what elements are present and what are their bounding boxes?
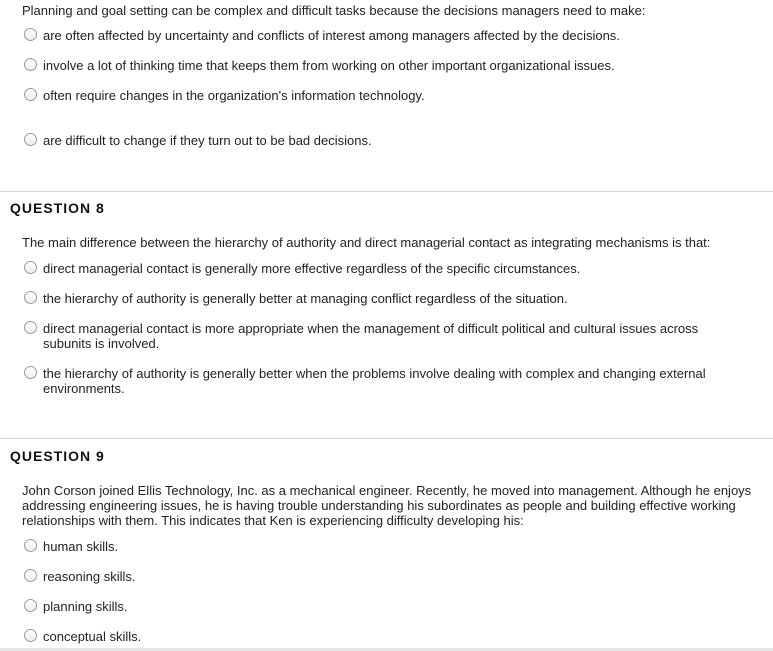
question-7-option-d[interactable] bbox=[24, 133, 744, 148]
option-label: conceptual skills. bbox=[43, 629, 142, 644]
radio-button[interactable] bbox=[24, 366, 37, 379]
option-label: direct managerial contact is generally more effective regardless of the specific circumstances. bbox=[43, 261, 581, 276]
question-8-option-a[interactable] bbox=[24, 261, 744, 276]
question-8-header: QUESTION 8 bbox=[10, 200, 105, 216]
radio-button[interactable] bbox=[24, 629, 37, 642]
option-label: the hierarchy of authority is generally better when the problems involve dealing with complex and changing external environments. bbox=[43, 366, 706, 396]
question-7-option-c[interactable] bbox=[24, 88, 744, 103]
question-8-option-d[interactable] bbox=[24, 366, 744, 396]
question-9-option-b[interactable] bbox=[24, 569, 744, 584]
question-9-header: QUESTION 9 bbox=[10, 448, 105, 464]
radio-button[interactable] bbox=[24, 291, 37, 304]
question-8-option-b[interactable] bbox=[24, 291, 744, 306]
question-9-prompt: John Corson joined Ellis Technology, Inc. as a mechanical engineer. Recently, he moved into management. Although he enjoys addressing engineering issues, he is having trouble understanding his subordinates as people and building effective working relationships with them. This indicates that Ken is experiencing difficulty developing his: bbox=[22, 483, 752, 528]
radio-button[interactable] bbox=[24, 261, 37, 274]
option-label: human skills. bbox=[43, 539, 119, 554]
radio-button[interactable] bbox=[24, 321, 37, 334]
question-7-option-a[interactable] bbox=[24, 28, 744, 43]
option-label: involve a lot of thinking time that keeps them from working on other important organizational issues. bbox=[43, 58, 615, 73]
question-8-prompt: The main difference between the hierarchy of authority and direct managerial contact as integrating mechanisms is that: bbox=[22, 235, 711, 250]
option-label: often require changes in the organization's information technology. bbox=[43, 88, 425, 103]
section-divider bbox=[0, 438, 773, 439]
question-9-option-d[interactable] bbox=[24, 629, 744, 644]
radio-button[interactable] bbox=[24, 539, 37, 552]
option-label: planning skills. bbox=[43, 599, 128, 614]
option-label: are difficult to change if they turn out to be bad decisions. bbox=[43, 133, 372, 148]
question-8-option-c[interactable] bbox=[24, 321, 744, 351]
option-label: are often affected by uncertainty and conflicts of interest among managers affected by the decisions. bbox=[43, 28, 620, 43]
radio-button[interactable] bbox=[24, 599, 37, 612]
question-7-option-b[interactable] bbox=[24, 58, 744, 73]
question-9-option-c[interactable] bbox=[24, 599, 744, 614]
option-label: the hierarchy of authority is generally better at managing conflict regardless of the situation. bbox=[43, 291, 568, 306]
radio-button[interactable] bbox=[24, 58, 37, 71]
section-divider bbox=[0, 191, 773, 192]
question-7-prompt: Planning and goal setting can be complex and difficult tasks because the decisions managers need to make: bbox=[22, 3, 646, 18]
radio-button[interactable] bbox=[24, 569, 37, 582]
option-label: reasoning skills. bbox=[43, 569, 136, 584]
radio-button[interactable] bbox=[24, 88, 37, 101]
radio-button[interactable] bbox=[24, 28, 37, 41]
option-label: direct managerial contact is more appropriate when the management of difficult political and cultural issues across subunits is involved. bbox=[43, 321, 699, 351]
question-9-option-a[interactable] bbox=[24, 539, 744, 554]
radio-button[interactable] bbox=[24, 133, 37, 146]
